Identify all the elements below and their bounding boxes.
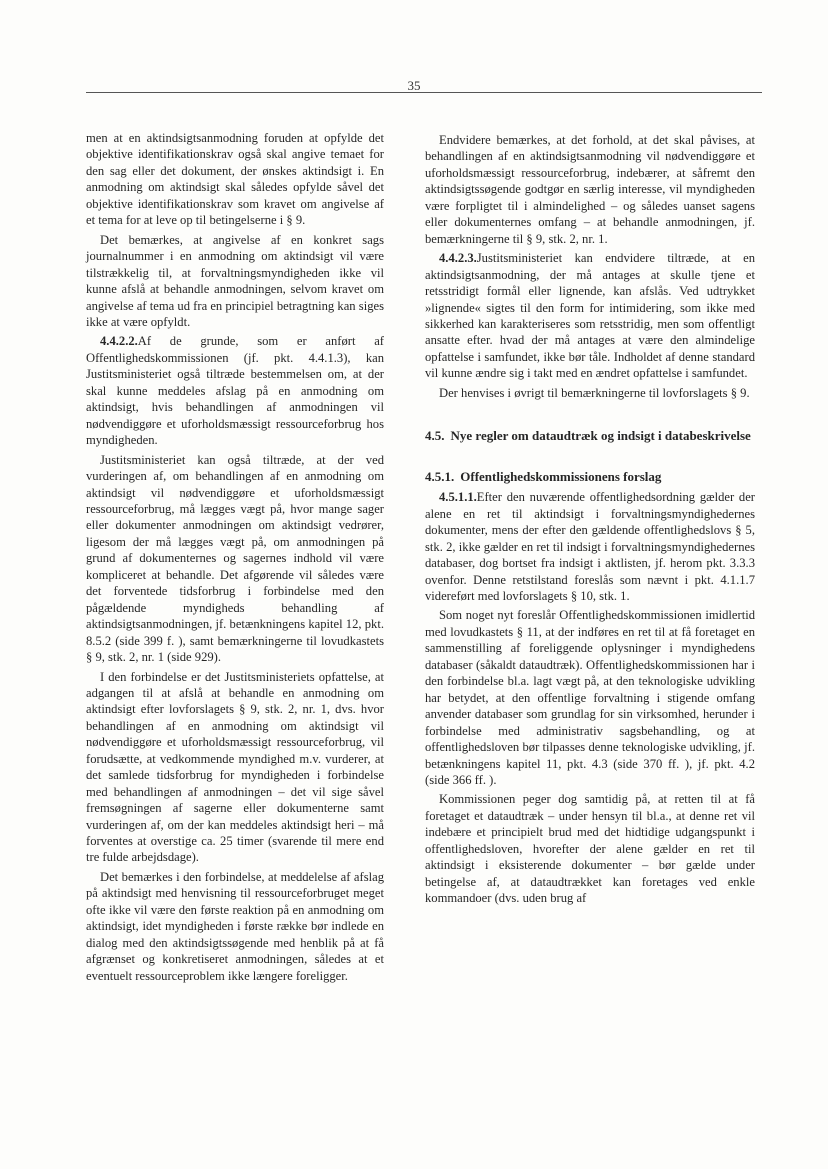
numbered-paragraph <box>425 250 755 382</box>
subsection-number: 4.5.1. <box>425 469 455 485</box>
paragraph-text: Justitsministeriet kan endvidere tiltræde, at en aktindsigtsanmodning, der må antages at skulle tjene et retsstridigt formål eller lignende, kan afslås. Ved udtrykket »lignende« sigtes til den form for intimidering, som ikke med sikkerhed kan karakteriseres som retsstridig, men som offentligt ansatte efter. hvad der må antages at være den almindelige opfattelse i samfundet, ikke bør tåle. Indholdet af denne standard vil kunne ændre sig i takt med en ændret opfattelse i samfundet. <box>425 251 755 381</box>
header-rule <box>86 92 762 93</box>
page-number: 35 <box>407 78 421 93</box>
paragraph: Justitsministeriet kan også tiltræde, at der ved vurderingen af, om behandlingen af en anmodning om aktindsigt vil nødvendiggøre et uforholdsmæssigt ressourceforbrug, må lægges vægt på, hvor mange sager eller dokumenter anmodningen om aktindsigt vedrører, ligesom der må lægges vægt på, om anmodningen på grund af dokumenternes og sagernes indhold vil være kompliceret at behandle. Det afgørende vil således være det forventede tidsforbrug i forbindelse med den pågældende myndigheds behandling af aktindsigtsanmodningen, jf. betænkningens kapitel 12, pkt. 8.5.2 (side 399 f. ), samt bemærkningerne til lovudkastets § 9, stk. 2, nr. 1 (side 929). <box>86 452 384 665</box>
subsection-title: Offentlighedskommissionens forslag <box>460 469 662 485</box>
paragraph: Endvidere bemærkes, at det forhold, at det skal påvises, at behandlingen af en aktindsigtsanmodning vil nødvendiggøre et uforholdsmæssigt ressourceforbrug, indebærer, at såfremt den aktindsigtssøgende godtgør en særlig interesse, vil myndigheden være forpligtet til i almindelighed – og således uanset sagens eller dokumenternes omfang – at behandle anmodningen, jf. bemærkningerne til § 9, stk. 2, nr. 1. <box>425 133 755 246</box>
paragraph: Det bemærkes, at angivelse af en konkret sags journalnummer i en anmodning om aktindsigt vil være tilstrækkelig til, at forvaltningsmyndigheden ikke vil kunne afslå at behandle anmodningen, selvom kravet om angivelse af tema ud fra en principiel betragtning kan siges ikke at være opfyldt. <box>86 232 384 329</box>
paragraph: Kommissionen peger dog samtidig på, at retten til at få foretaget et dataudtræk – under hensyn til bl.a., at denne ret vil indebære et principielt brud med det hidtidige udgangspunkt i offentlighedsloven, hvorefter der alene gælder en ret til aktindsigt i eksisterende dokumenter – bør gælde under betingelse af, at dataudtrækket kan foretages ved enkle kommandoer (dvs. uden brug af <box>425 792 755 906</box>
left-column <box>86 130 384 987</box>
right-column <box>425 132 755 910</box>
paragraph-number: 4.4.2.3. <box>439 251 477 266</box>
paragraph-text: Af de grunde, som er anført af Offentlighedskommissionen (jf. pkt. 4.4.1.3), kan Justitsministeriet også tiltræde bestemmelsen om, at der skal kunne meddeles afslag på en anmodning om aktindsigt, hvis behandlingen af anmodningen vil nødvendiggøre et uforholdsmæssigt ressourceforbrug hos myndigheden. <box>86 334 384 448</box>
section-number: 4.5. <box>425 428 445 444</box>
paragraph: Som noget nyt foreslår Offentlighedskommissionen imidlertid med lovudkastets § 11, at der indføres en ret til at få foretaget en sammenstilling af foreliggende oplysninger i myndighedens databaser (såkaldt dataudtræk). Offentlighedskommissionen har i den forbindelse bl.a. lagt vægt på, at den teknologiske udvikling har betydet, at den offentlige forvaltning i stigende omfang anvender databaser som grundlag for sin virksomhed, herunder i forbindelse med administrativ sagsbehandling, og at offentlighedsloven bør tilpasses denne teknologiske udvikling, jf. betænkningens kapitel 11, pkt. 4.3 (side 370 ff. ), jf. pkt. 4.2 (side 366 ff. ). <box>425 608 755 787</box>
numbered-paragraph <box>425 489 755 604</box>
paragraph: men at en aktindsigtsanmodning foruden at opfylde det objektive identifikationskrav også skal angive temaet for den sag eller det dokument, der ønskes aktindsigt i. En anmodning om aktindsigt skal således opfylde såvel det objektive identifikationskrav som kravet om angivelse af et tema for at leve op til betingelserne i § 9. <box>86 131 384 228</box>
subsection-heading <box>425 468 755 485</box>
paragraph: Der henvises i øvrigt til bemærkningerne til lovforslagets § 9. <box>439 385 750 400</box>
numbered-paragraph <box>86 333 384 448</box>
paragraph-number: 4.5.1.1. <box>439 490 477 505</box>
paragraph-number: 4.4.2.2. <box>100 334 138 349</box>
paragraph: I den forbindelse er det Justitsministeriets opfattelse, at adgangen til at afslå at behandle en anmodning om aktindsigt efter lovforslagets § 9, stk. 2, nr. 1, dvs. hvor behandlingen af en anmodning om aktindsigt vil nødvendiggøre et uforholdsmæssigt ressourceforbrug, vil forudsætte, at vedkommende myndighed m.v. vurderer, at det samlede tidsforbrug for myndigheden i forbindelse med behandlingen af anmodningen – det vil sige såvel fremsøgningen af sagerne eller dokumenterne samt vurderingen af, om der kan meddeles aktindsigt heri – må forventes at overstige ca. 25 timer (svarende til mere end tre fulde arbejdsdage). <box>86 669 384 865</box>
section-title: Nye regler om dataudtræk og indsigt i databeskrivelse <box>450 428 751 444</box>
paragraph-text: Efter den nuværende offentlighedsordning gælder der alene en ret til aktindsigt i forvaltningsmyndighedernes dokumenter, mens der efter den gældende offentlighedslovs § 5, stk. 2, ikke gælder en ret til indsigt i forvaltningsmyndighedernes databaser, dog bortset fra indsigt i aktlisten, jf. herom pkt. 3.3.3 ovenfor. Denne retstilstand foreslås som nævnt i pkt. 4.1.1.7 videreført med lovforslagets § 10, stk. 1. <box>425 490 755 603</box>
section-heading <box>425 427 755 444</box>
paragraph: Det bemærkes i den forbindelse, at meddelelse af afslag på aktindsigt med henvisning til ressourceforbruget meget ofte ikke vil være den første reaktion på en anmodning om aktindsigt, idet myndigheden i første række bør indlede en dialog med den aktindsigtssøgende med henblik på at få afgrænset og konkretiseret anmodningen, således at et eventuelt ressourceproblem ikke længere foreligger. <box>86 869 384 983</box>
